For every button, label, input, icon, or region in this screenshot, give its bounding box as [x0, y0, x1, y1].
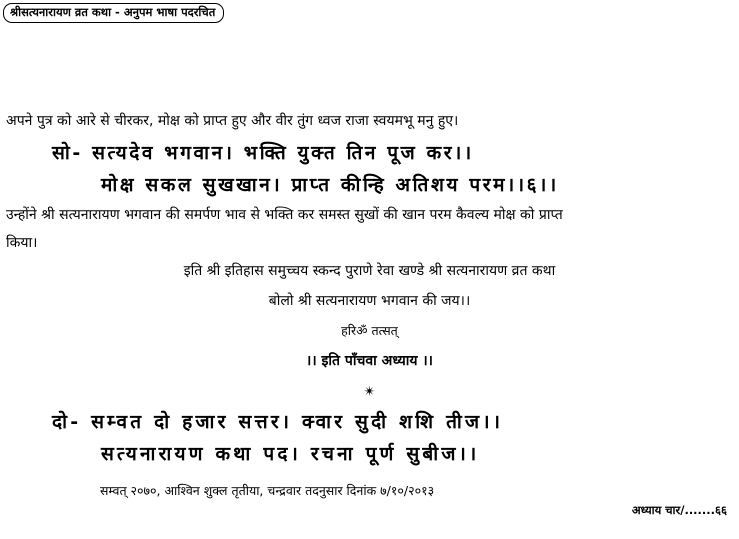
prose-line-1: अपने पुत्र को आरे से चीरकर, मोक्ष को प्राप्त हुए और वीर तुंग ध्वज राजा स्वयमभू मनु हुए। [6, 113, 459, 129]
hari-om-tatsat: हरिॐ तत्सत् [341, 323, 398, 338]
invocation-line: बोलो श्री सत्यनारायण भगवान की जय।। [268, 293, 471, 309]
book-title-tag: श्रीसत्यनारायण व्रत कथा - अनुपम भाषा पदरचित [3, 3, 224, 23]
soratha-verse-line-1: सो- सत्यदेव भगवान। भक्ति युक्त तिन पूज कर।। [52, 142, 474, 164]
sparkle-ornament-icon: ✴ [363, 384, 376, 400]
colophon-line: इति श्री इतिहास समुच्चय स्कन्द पुराणे रेवा खण्डे श्री सत्यनारायण व्रत कथा [183, 263, 556, 279]
page-marker: अध्याय चार/.......६६ [631, 503, 727, 517]
doha-verse-line-2: सत्यनारायण कथा पद। रचना पूर्ण सुबीज।। [101, 443, 480, 465]
prose-line-2: उन्होंने श्री सत्यनारायण भगवान की समर्पण भाव से भक्ति कर समस्त सुखों की खान परम कैवल्य मोक्ष को प्राप्त [6, 207, 563, 223]
soratha-verse-line-2: मोक्ष सकल सुखखान। प्राप्त कीन्हि अतिशय परम।।६।। [101, 174, 559, 196]
chapter-end-line: ।। इति पाँचवा अध्याय ।। [306, 353, 433, 369]
date-line: सम्वत् २०७०, आश्विन शुक्ल तृतीया, चन्द्रवार तदनुसार दिनांक ७/१०/२०१३ [100, 483, 435, 498]
doha-verse-line-1: दो- सम्वत दो हजार सत्तर। क्वार सुदी शशि तीज।। [52, 411, 504, 433]
prose-line-3: किया। [6, 235, 38, 251]
